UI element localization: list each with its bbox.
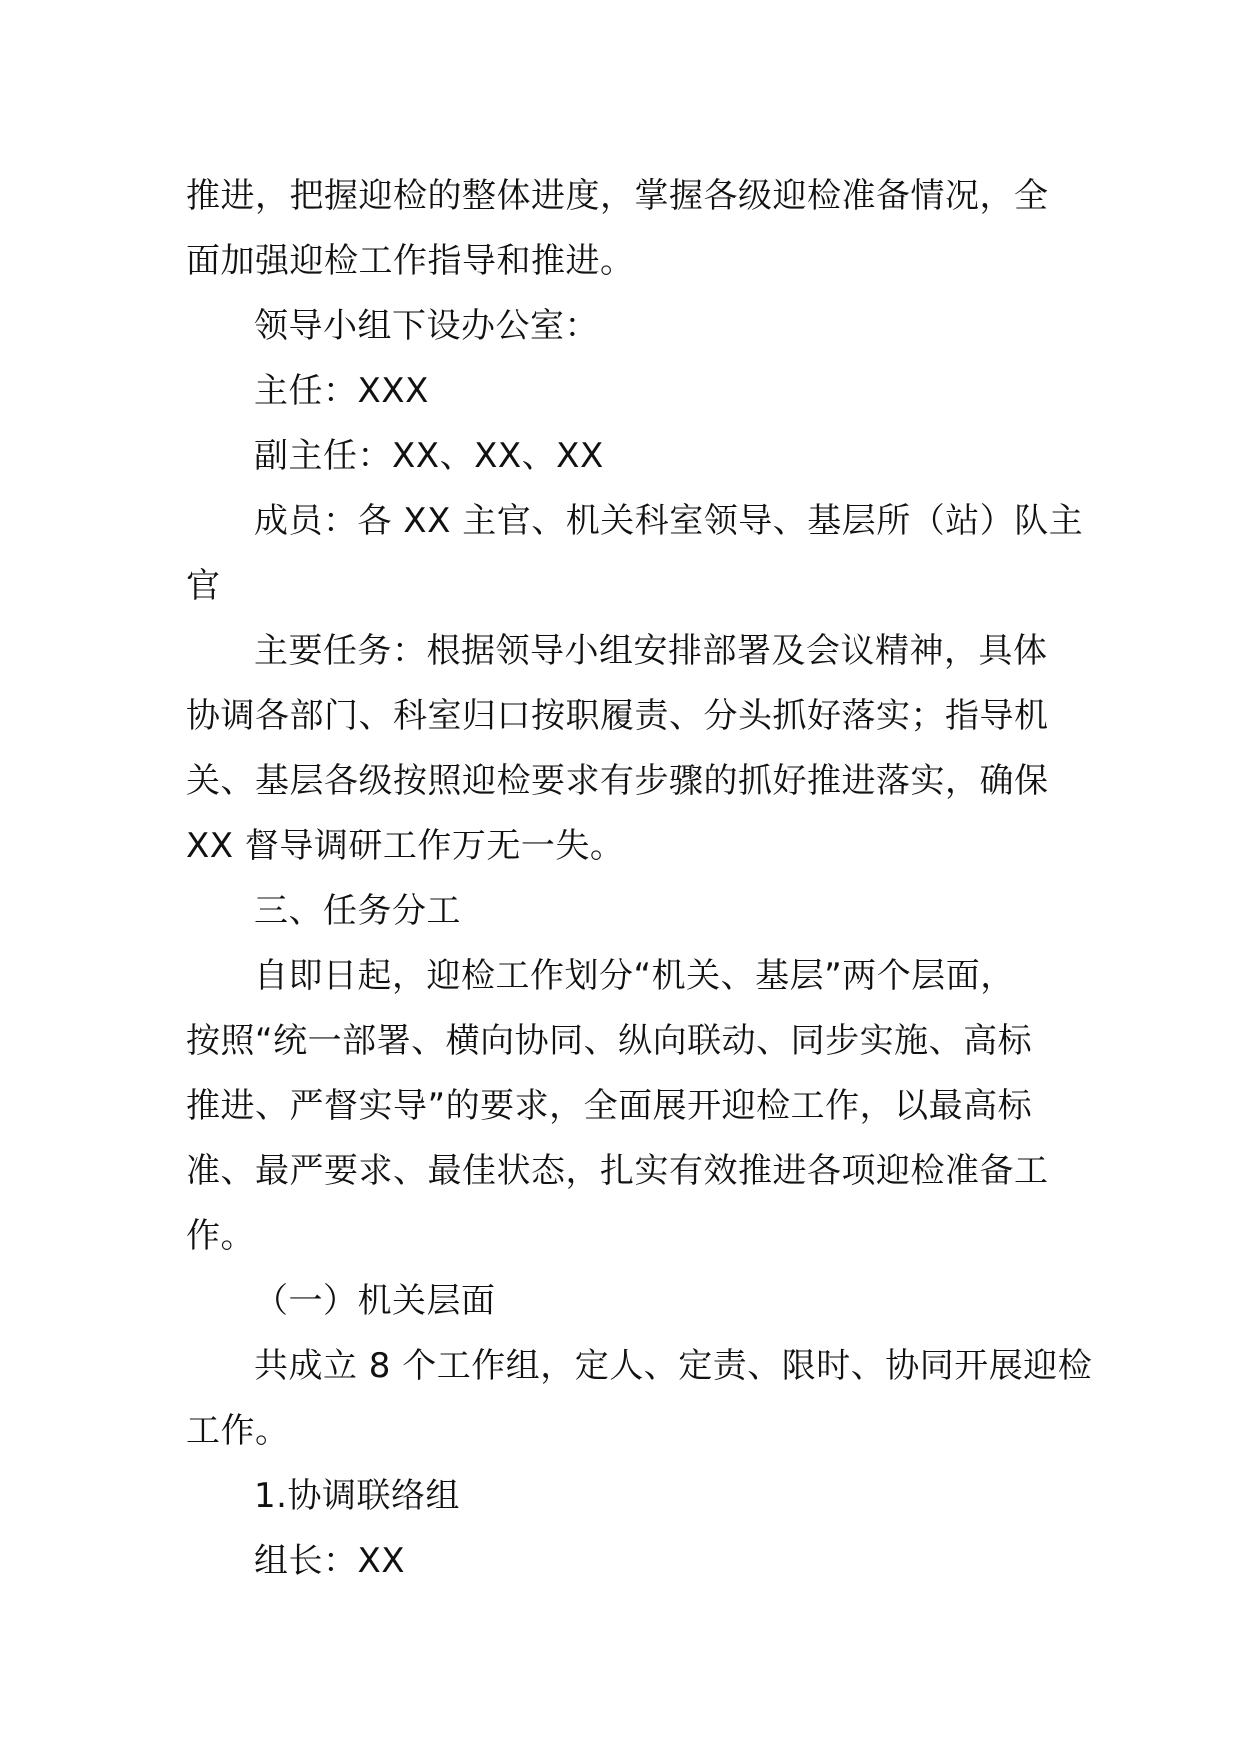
task-division-paragraph-line: 作。	[186, 1216, 255, 1256]
director-line: 主任：XXX	[254, 371, 429, 411]
paragraph-line: 面加强迎检工作指导和推进。	[186, 241, 635, 281]
working-groups-paragraph-line: 工作。	[186, 1411, 290, 1451]
task-division-paragraph-line: 自即日起，迎检工作划分“机关、基层”两个层面，	[254, 956, 1015, 996]
main-task-line-continued: 协调各部门、科室归口按职履责、分头抓好落实；指导机	[186, 696, 1049, 736]
section-heading-task-division: 三、任务分工	[254, 891, 461, 931]
task-division-paragraph-line: 按照“统一部署、横向协同、纵向联动、同步实施、高标	[186, 1021, 1033, 1061]
main-task-line: 主要任务：根据领导小组安排部署及会议精神，具体	[254, 631, 1048, 671]
subsection-heading-organs: （一）机关层面	[254, 1281, 496, 1321]
task-division-paragraph-line: 准、最严要求、最佳状态，扎实有效推进各项迎检准备工	[186, 1151, 1049, 1191]
office-heading: 领导小组下设办公室：	[254, 306, 599, 346]
group-leader-line: 组长：XX	[254, 1541, 406, 1581]
main-task-line-continued: 关、基层各级按照迎检要求有步骤的抓好推进落实，确保	[186, 761, 1049, 801]
members-line-continued: 官	[186, 566, 221, 606]
group-heading-coordination: 1.协调联络组	[254, 1476, 460, 1516]
document-body	[186, 164, 1093, 1594]
main-task-line-continued: XX 督导调研工作万无一失。	[186, 826, 625, 866]
working-groups-paragraph-line: 共成立 8 个工作组，定人、定责、限时、协同开展迎检	[254, 1346, 1093, 1386]
paragraph-line: 推进，把握迎检的整体进度，掌握各级迎检准备情况，全	[186, 176, 1049, 216]
members-line: 成员：各 XX 主官、机关科室领导、基层所（站）队主	[254, 501, 1084, 541]
task-division-paragraph-line: 推进、严督实导”的要求，全面展开迎检工作，以最高标	[186, 1086, 1033, 1126]
deputy-director-line: 副主任：XX、XX、XX	[254, 436, 604, 476]
